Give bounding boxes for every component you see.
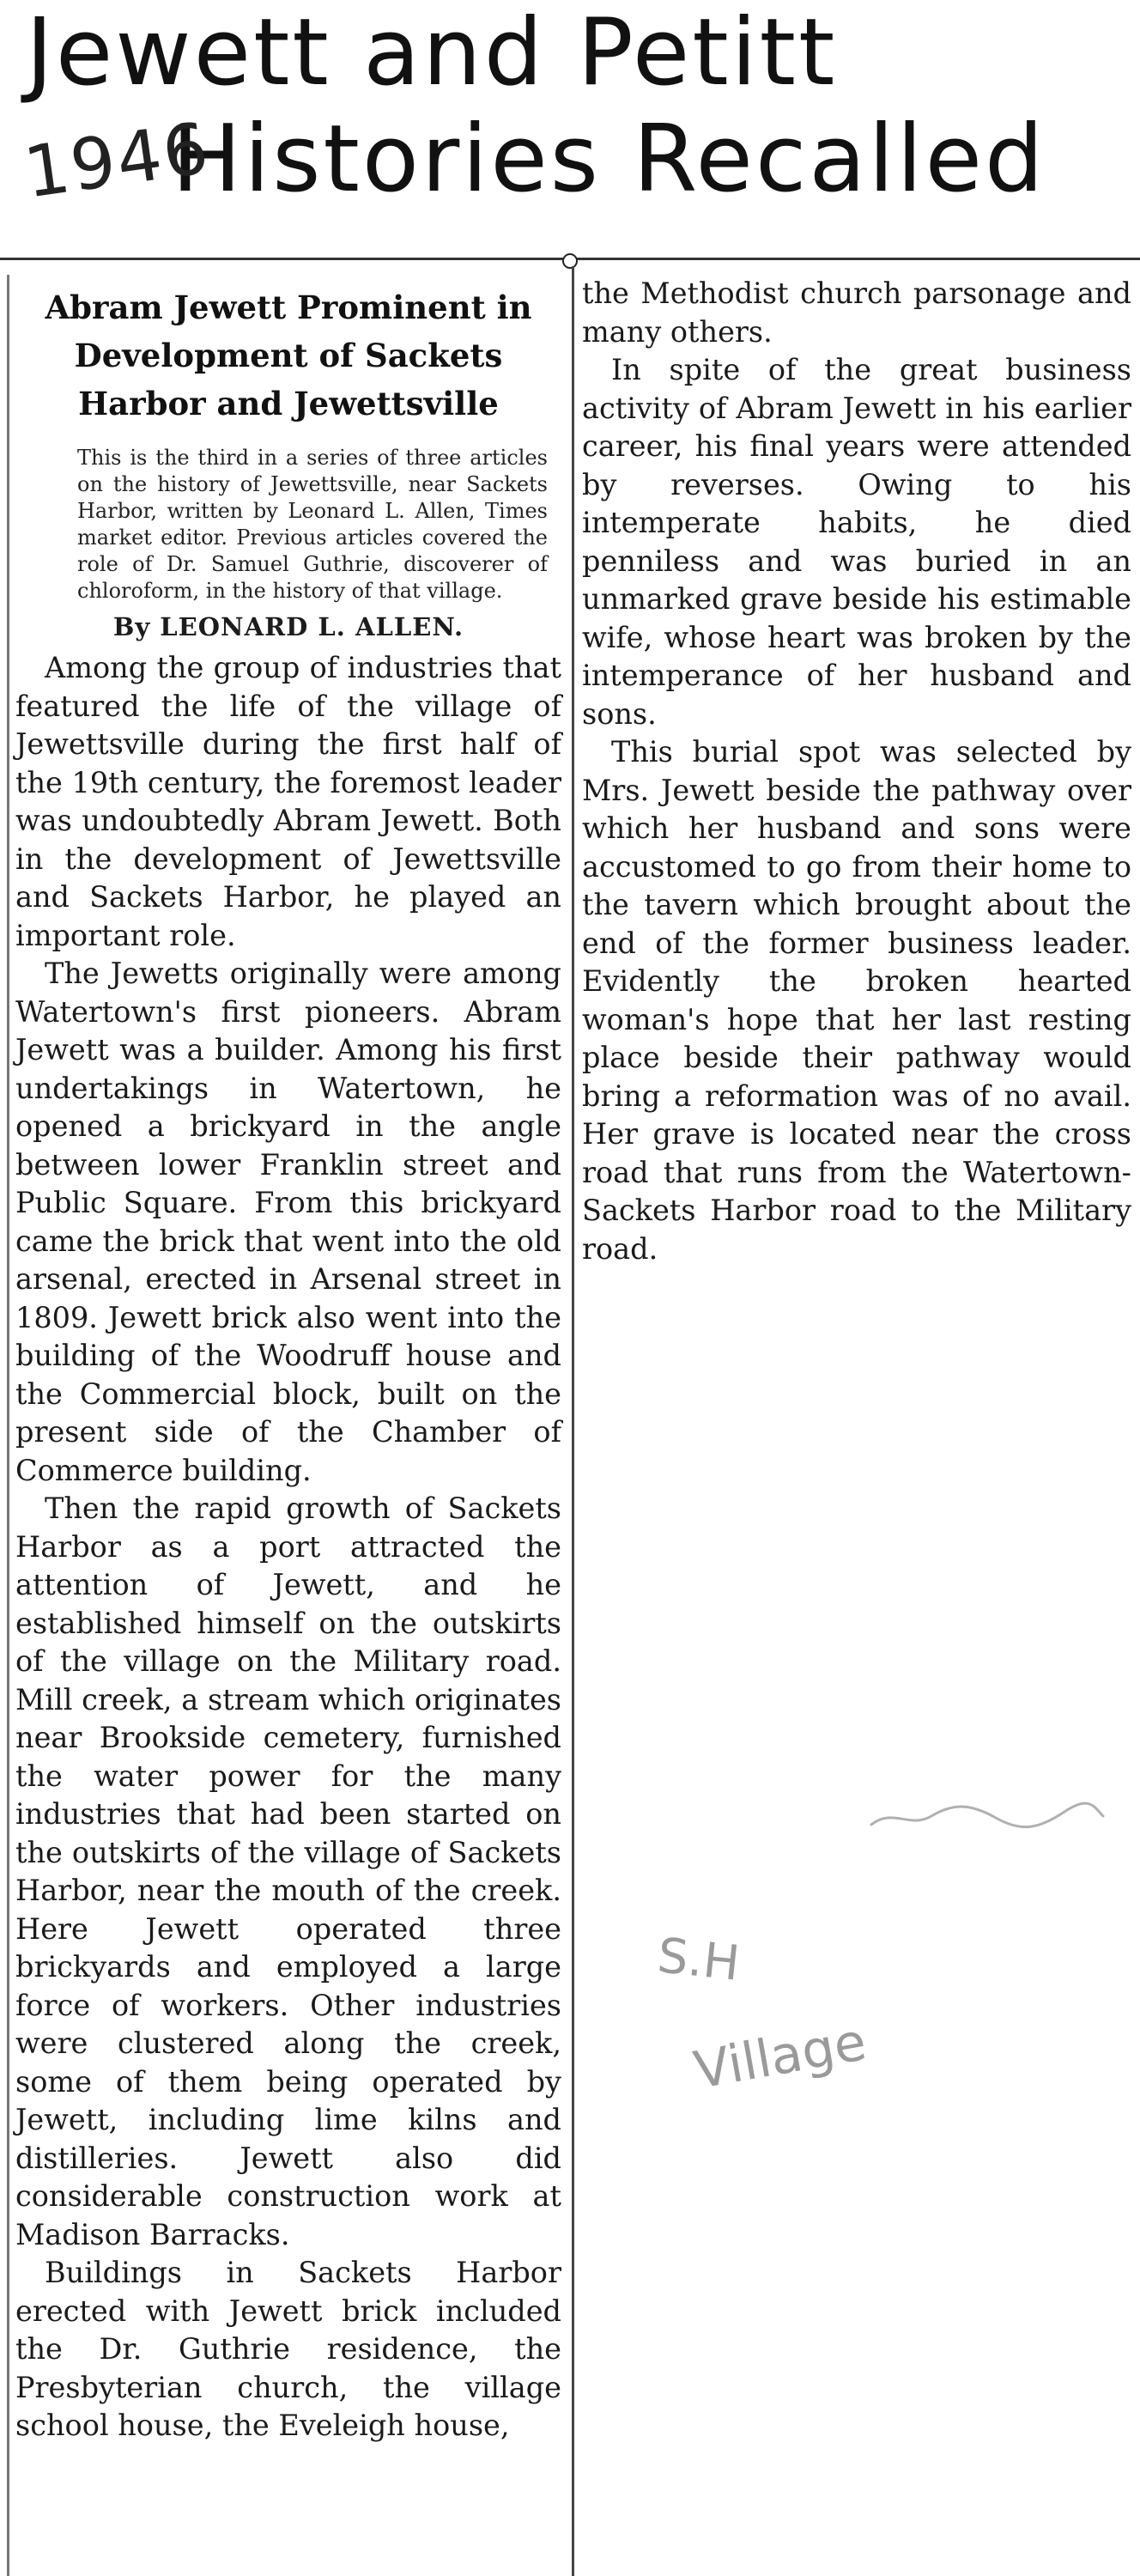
headline-line-1: Jewett and Petitt	[26, 0, 838, 106]
right-paragraph-3: This burial spot was selected by Mrs. Jewett beside the pathway over which her husband and sons were accustomed to go from their home to the tavern which brought about the end of the former business leader. Evidently the broken hearted woman's hope that her last resting place beside their pathway would bring a reformation was of no avail. Her grave is located near the cross road that runs from the Watertown-Sackets Harbor road to the Military road.	[582, 735, 1131, 1266]
left-column	[15, 275, 561, 2445]
right-paragraph-2: In spite of the great business activity of Abram Jewett in his earlier career, his final years were attended by reverses. Owing to his intemperate habits, he died penniless and was buried in an unmarked grave beside his estimable wife, whose heart was broken by the intemperance of her husband and sons.	[582, 353, 1131, 731]
left-paragraph-1: Among the group of industries that featured the life of the village of Jewettsville during the first half of the 19th century, the foremost leader was undoubtedly Abram Jewett. Both in the development of Jewettsville and Sackets Harbor, he played an important role.	[15, 651, 561, 952]
column-rule	[572, 266, 574, 2576]
headline-line-2: Histories Recalled	[172, 106, 1046, 213]
byline: By LEONARD L. ALLEN.	[112, 612, 464, 641]
left-paragraph-4: Buildings in Sackets Harbor erected with Jewett brick included the Dr. Guthrie residence, the Presbyterian church, the village school house, the Eveleigh house,	[15, 2256, 561, 2442]
left-edge-rule	[7, 275, 9, 2576]
pencil-squiggle-mark	[867, 1790, 1107, 1842]
handwritten-note-line-2: Village	[689, 2012, 871, 2101]
left-paragraph-3: Then the rapid growth of Sackets Harbor as a port attracted the attention of Jewett, and he established himself on the outskirts of the village on the Military road. Mill creek, a stream which originates near Brookside cemetery, furnished the water power for the many industries that had been started on the outskirts of the village of Sackets Harbor, near the mouth of the creek. Here Jewett operated three brickyards and employed a large force of workers. Other industries were clustered along the creek, some of them being operated by Jewett, including lime kilns and distilleries. Jewett also did considerable construction work at Madison Barracks.	[15, 1492, 561, 2251]
editor-note: This is the third in a series of three articles on the history of Jewettsville, near Sackets Harbor, written by Leonard L. Allen, Times market editor. Previous articles covered the role of Dr. Samuel Guthrie, discoverer of chloroform, in the history of that village.	[77, 446, 548, 603]
right-paragraph-1: the Methodist church parsonage and many others.	[582, 276, 1131, 349]
article-deck: Abram Jewett Prominent in Development of Sackets Harbor and Jewettsville	[45, 289, 532, 422]
right-column	[582, 275, 1131, 1268]
rule-ornament	[562, 253, 578, 269]
left-paragraph-2: The Jewetts originally were among Watertown's first pioneers. Abram Jewett was a builder. Among his first undertakings in Watertown, he opened a brickyard in the angle between lower Franklin street and Public Square. From this brickyard came the brick that went into the old arsenal, erected in Arsenal street in 1809. Jewett brick also went into the building of the Woodruff house and the Commercial block, built on the present side of the Chamber of Commerce building.	[15, 957, 561, 1487]
handwritten-year: 1946	[19, 107, 215, 215]
handwritten-note-line-1: S.H	[654, 1928, 743, 1992]
